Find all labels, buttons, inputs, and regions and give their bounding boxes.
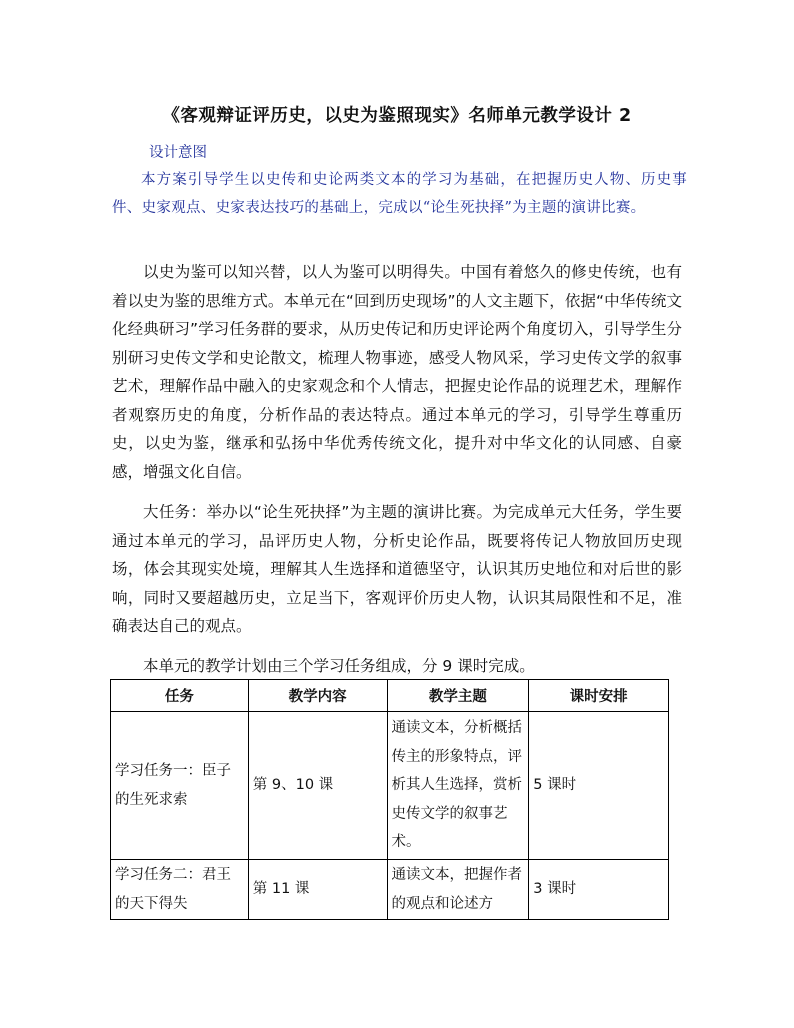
teaching-plan-intro: 本单元的教学计划由三个学习任务组成，分 9 课时完成。 <box>143 657 535 675</box>
header-hours: 课时安排 <box>529 680 669 712</box>
header-task: 任务 <box>111 680 249 712</box>
teaching-plan-table <box>110 679 669 920</box>
table-row <box>111 860 669 920</box>
content-cell: 第 11 课 <box>248 860 387 920</box>
table-row <box>111 712 669 860</box>
content-cell: 第 9、10 课 <box>248 712 387 860</box>
design-intent-heading: 设计意图 <box>149 145 207 161</box>
document-title: 《客观辩证评历史，以史为鉴照现实》名师单元教学设计 2 <box>162 106 632 126</box>
unit-overview-paragraph: 以史为鉴可以知兴替，以人为鉴可以明得失。中国有着悠久的修史传统，也有着以史为鉴的思维方式。本单元在“回到历史现场”的人文主题下，依据“中华传统文化经典研习”学习任务群的要求，从历史传记和历史评论两个角度切入，引导学生分别研习史传文学和史论散文，梳理人物事迹，感受人物风采，学习史传文学的叙事艺术，理解作品中融入的史家观念和个人情志，把握史论作品的说理艺术，理解作者观察历史的角度，分析作品的表达特点。通过本单元的学习，引导学生尊重历史，以史为鉴，继承和弘扬中华优秀传统文化，提升对中华文化的认同感、自豪感，增强文化自信。 <box>112 263 682 481</box>
task-cell: 学习任务一：臣子的生死求索 <box>111 712 249 860</box>
theme-cell: 通读文本，把握作者的观点和论述方 <box>387 860 529 920</box>
design-intent-text: 本方案引导学生以史传和史论两类文本的学习为基础，在把握历史人物、历史事件、史家观点、史家表达技巧的基础上，完成以“论生死抉择”为主题的演讲比赛。 <box>112 172 687 216</box>
header-theme: 教学主题 <box>387 680 529 712</box>
table-header-row <box>111 680 669 712</box>
main-task-paragraph: 大任务：举办以“论生死抉择”为主题的演讲比赛。为完成单元大任务，学生要通过本单元的学习，品评历史人物，分析史论作品，既要将传记人物放回历史现场，体会其现实处境，理解其人生选择和道德坚守，认识其历史地位和对后世的影响，同时又要超越历史，立足当下，客观评价历史人物，认识其局限性和不足，准确表达自己的观点。 <box>112 503 682 635</box>
header-content: 教学内容 <box>248 680 387 712</box>
hours-cell: 3 课时 <box>529 860 669 920</box>
hours-cell: 5 课时 <box>529 712 669 860</box>
task-cell: 学习任务二：君王的天下得失 <box>111 860 249 920</box>
theme-cell: 通读文本，分析概括传主的形象特点，评析其人生选择，赏析史传文学的叙事艺术。 <box>387 712 529 860</box>
